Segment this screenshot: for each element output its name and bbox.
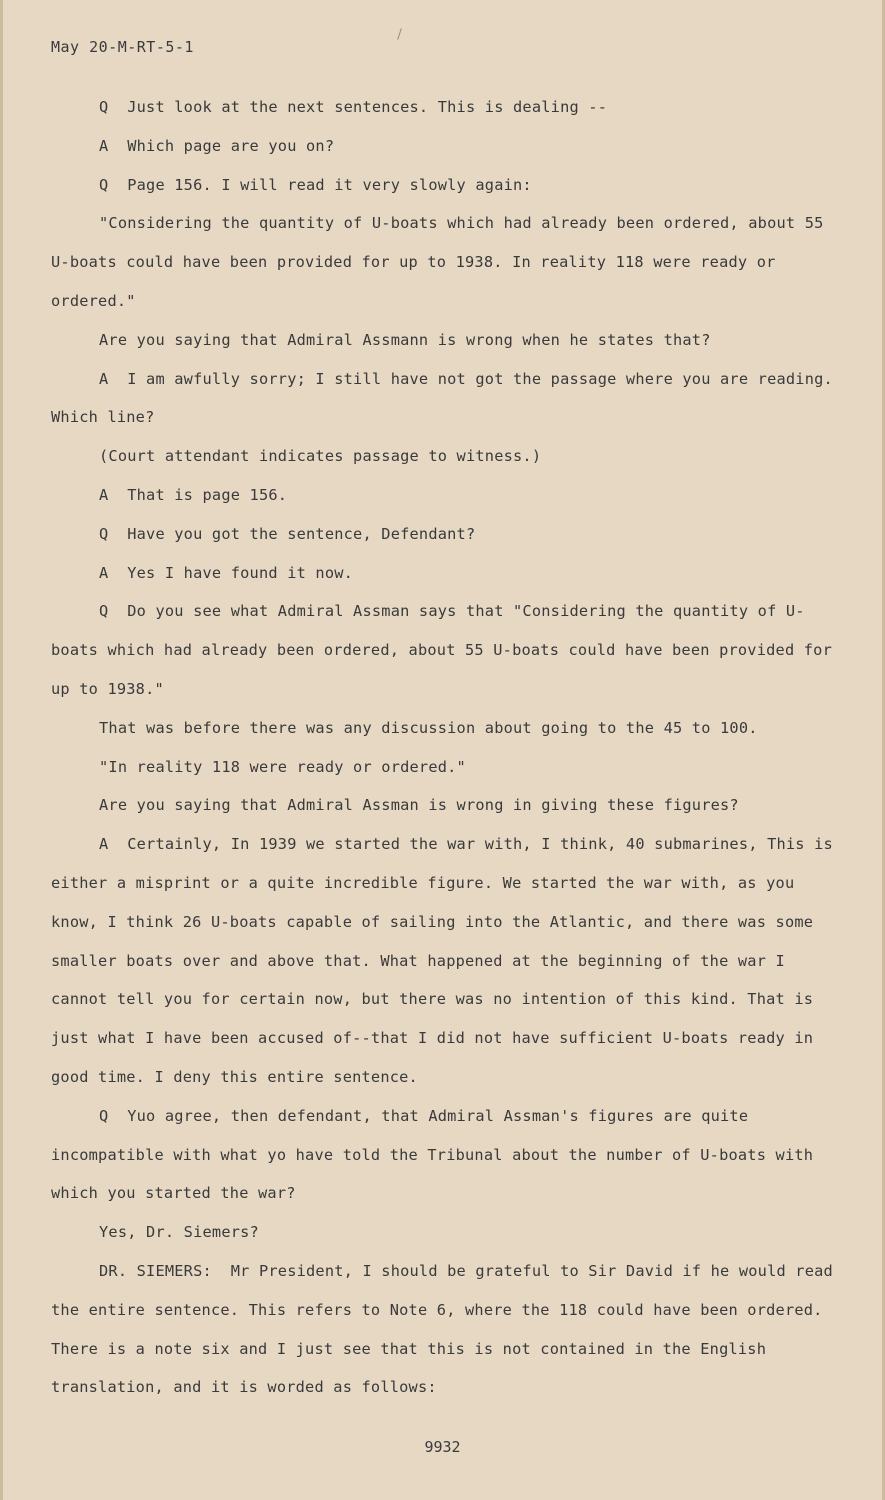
transcript-paragraph: A I am awfully sorry; I still have not got the passage where you are reading. Which line?	[51, 369, 843, 427]
transcript-paragraph: Q Just look at the next sentences. This is dealing --	[99, 98, 608, 116]
document-reference: May 20-M-RT-5-1	[51, 38, 194, 56]
transcript-paragraph: Yes, Dr. Siemers?	[99, 1223, 259, 1242]
transcript-paragraph: A Yes I have found it now.	[99, 563, 354, 582]
transcript-paragraph: Are you saying that Admiral Assman is wrong in giving these figures?	[99, 796, 739, 815]
page-number: 9932	[424, 1438, 461, 1456]
pencil-mark	[397, 28, 402, 40]
quoted-passage: "In reality 118 were ready or ordered."	[99, 757, 466, 776]
transcript-paragraph: Q Do you see what Admiral Assman says that "Considering the quantity of U-boats which had already been ordered, about 55 U-boats could have been provided for up to 1938."	[51, 602, 842, 698]
transcript-paragraph: Are you saying that Admiral Assmann is wrong when he states that?	[99, 330, 711, 349]
transcript-paragraph: Q Have you got the sentence, Defendant?	[99, 524, 476, 543]
transcript-paragraph: Q Yuo agree, then defendant, that Admiral Assman's figures are quite incompatible with what yo have told the Tribunal about the number of U-boats with which you started the war?	[51, 1106, 823, 1203]
transcript-paragraph: DR. SIEMERS: Mr President, I should be grateful to Sir David if he would read the entire sentence. This refers to Note 6, where the 118 could have been ordered. There is a note six and I just see that this is not contained in the English translation, and it is worded as follows:	[51, 1261, 843, 1397]
transcript-paragraph: A Which page are you on?	[99, 136, 335, 155]
transcript-paragraph: Q Page 156. I will read it very slowly again:	[99, 175, 532, 194]
transcript-body	[51, 88, 841, 1407]
transcript-paragraph: That was before there was any discussion about going to the 45 to 100.	[99, 718, 758, 737]
quoted-passage: "Considering the quantity of U-boats which had already been ordered, about 55 U-boats could have been provided for up to 1938. In reality 118 were ready or ordered."	[51, 214, 833, 310]
transcript-paragraph: A That is page 156.	[99, 485, 288, 504]
stage-direction: (Court attendant indicates passage to witness.)	[99, 447, 542, 466]
transcript-paragraph: A Certainly, In 1939 we started the war with, I think, 40 submarines, This is either a misprint or a quite incredible figure. We started the war with, as you know, I think 26 U-boats capable of sailing into the Atlantic, and there was some smaller boats over and above that. What happened at the beginning of the war I cannot tell you for certain now, but there was no intention of this kind. That is just what I have been accused of--that I did not have sufficient U-boats ready in good time. I deny this entire sentence.	[51, 835, 843, 1086]
